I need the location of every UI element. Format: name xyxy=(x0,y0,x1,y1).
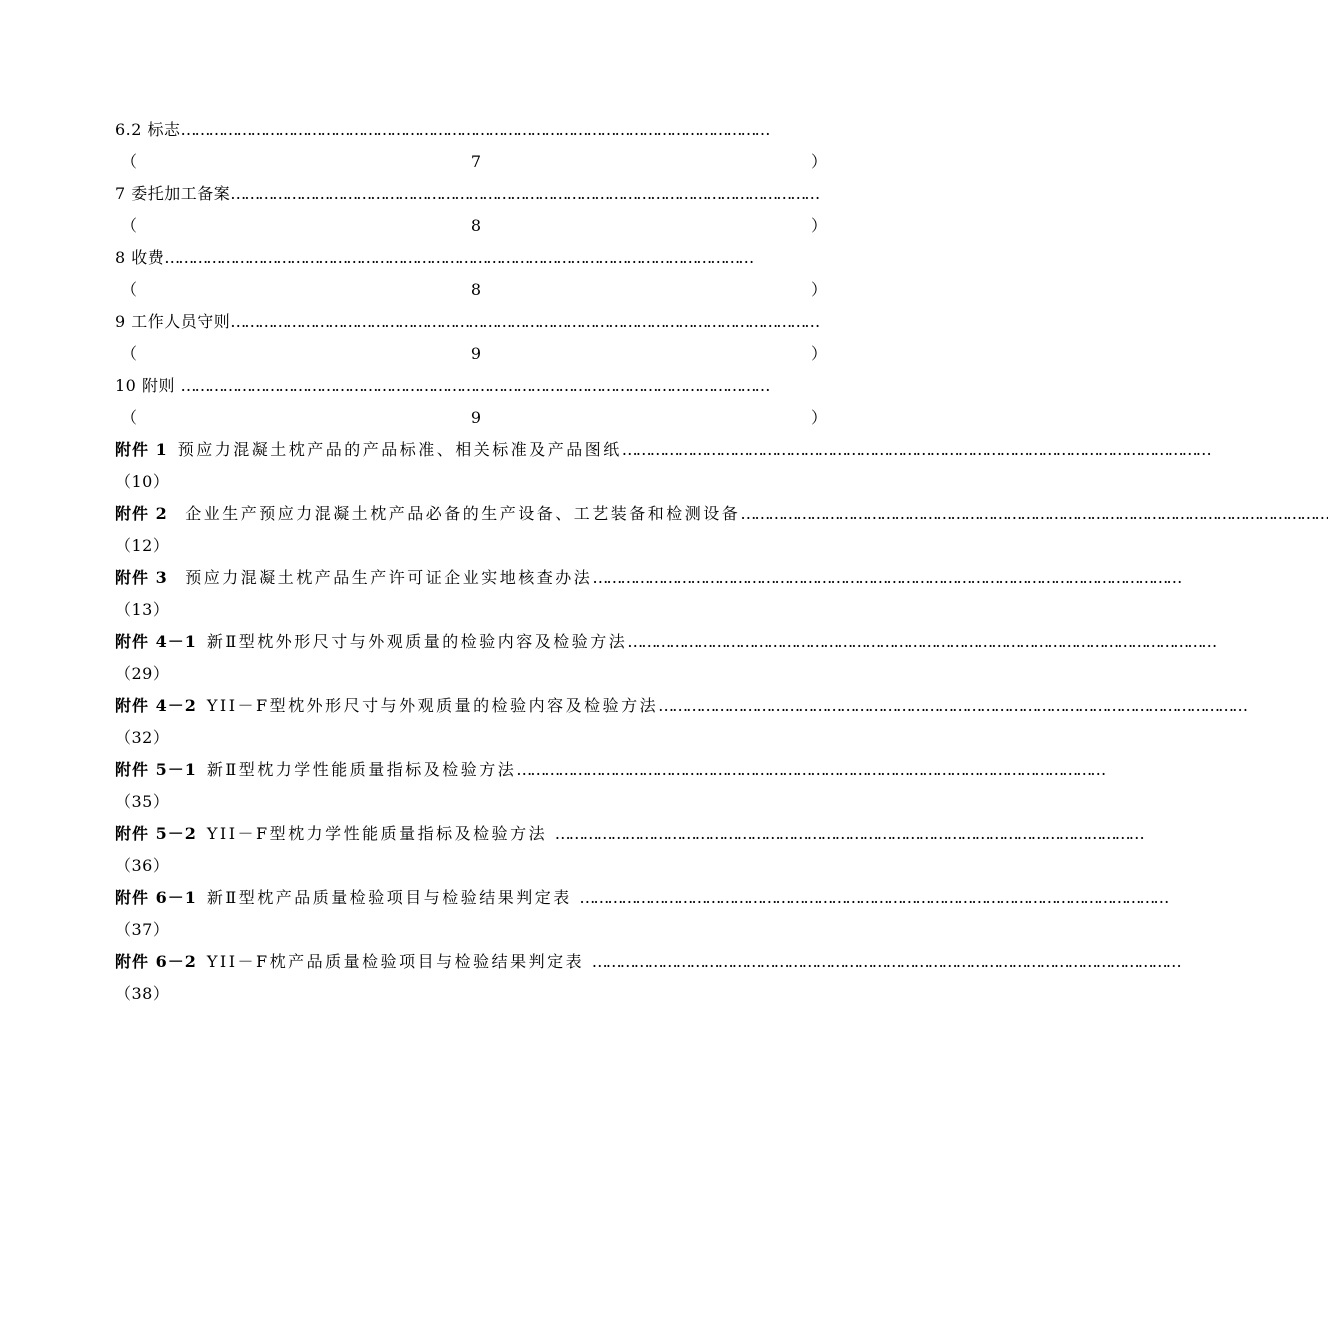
annex-title: 预应力混凝土枕产品的产品标准、相关标准及产品图纸 xyxy=(177,440,622,459)
toc-entry-10 xyxy=(115,370,837,402)
annex-page xyxy=(115,978,837,1010)
toc-annex-5-1 xyxy=(115,754,1105,786)
toc-entry-7 xyxy=(115,178,837,210)
annex-title: YII－F型枕外形尺寸与外观质量的检验内容及检验方法 xyxy=(206,696,659,715)
toc-entry-8 xyxy=(115,242,837,274)
annex-label: 附件 4－2 xyxy=(115,696,197,715)
annex-page xyxy=(115,722,837,754)
toc-entry-6-2 xyxy=(115,114,837,146)
toc-entry-page: （ 9 ） xyxy=(115,402,837,434)
toc-annex-5-2 xyxy=(115,818,1143,850)
annex-label: 附件 4－1 xyxy=(115,632,197,651)
dot-leader: ……………………………………………………………………………………………………………… xyxy=(180,376,769,395)
page-number: 9 xyxy=(470,344,482,363)
annex-page xyxy=(115,914,837,946)
toc-annex-6-1 xyxy=(115,882,1168,914)
annex-label: 附件 6－1 xyxy=(115,888,197,907)
page-number: （32） xyxy=(115,728,170,747)
toc-entry-title: 8 收费 xyxy=(115,248,165,267)
page-number: （38） xyxy=(115,984,170,1003)
toc-entry-title: 10 附则 xyxy=(115,376,181,395)
annex-page xyxy=(115,594,837,626)
annex-title: YII－F枕产品质量检验项目与检验结果判定表 xyxy=(206,952,592,971)
page-number: 7 xyxy=(470,152,482,171)
dot-leader: ……………………………………………………………………………………………………………… xyxy=(591,952,1180,971)
annex-page xyxy=(115,850,837,882)
dot-leader: ……………………………………………………………………………………………………………… xyxy=(592,568,1181,587)
page-number: （12） xyxy=(115,536,170,555)
annex-page xyxy=(115,530,837,562)
annex-title: 企业生产预应力混凝土枕产品必备的生产设备、工艺装备和检测设备 xyxy=(177,504,741,523)
annex-title: 新Ⅱ型枕外形尺寸与外观质量的检验内容及检验方法 xyxy=(206,632,628,651)
annex-title: 新Ⅱ型枕产品质量检验项目与检验结果判定表 xyxy=(206,888,580,907)
dot-leader: ……………………………………………………………………………………………………………… xyxy=(554,824,1143,843)
annex-page xyxy=(115,658,837,690)
annex-title: 新Ⅱ型枕力学性能质量指标及检验方法 xyxy=(206,760,517,779)
dot-leader: ……………………………………………………………………………………………………………… xyxy=(164,248,753,267)
page-number: （35） xyxy=(115,792,170,811)
table-of-contents xyxy=(115,114,1328,1010)
dot-leader: ……………………………………………………………………………………………………………… xyxy=(230,312,819,331)
toc-entry-title: 9 工作人员守则 xyxy=(115,312,231,331)
toc-entry-9 xyxy=(115,306,837,338)
page-number: （10） xyxy=(115,472,170,491)
toc-entry-title: 6.2 标志 xyxy=(115,120,181,139)
toc-annex-6-2 xyxy=(115,946,1180,978)
annex-page xyxy=(115,466,837,498)
annex-label: 附件 2 xyxy=(115,504,168,523)
annex-label: 附件 3 xyxy=(115,568,168,587)
annex-page xyxy=(115,786,837,818)
toc-entry-title: 7 委托加工备案 xyxy=(115,184,231,203)
toc-annex-3 xyxy=(115,562,1181,594)
annex-label: 附件 1 xyxy=(115,440,168,459)
dot-leader: ……………………………………………………………………………………………………………… xyxy=(740,504,1328,523)
annex-label: 附件 6－2 xyxy=(115,952,197,971)
annex-label: 附件 5－1 xyxy=(115,760,197,779)
toc-annex-4-2 xyxy=(115,690,1247,722)
toc-annex-2 xyxy=(115,498,1328,530)
page-number: （29） xyxy=(115,664,170,683)
toc-entry-page: （ 9 ） xyxy=(115,338,837,370)
annex-title: YII－F型枕力学性能质量指标及检验方法 xyxy=(206,824,555,843)
dot-leader: ……………………………………………………………………………………………………………… xyxy=(180,120,769,139)
page-number: （36） xyxy=(115,856,170,875)
dot-leader: ……………………………………………………………………………………………………………… xyxy=(516,760,1105,779)
toc-entry-page: （ 8 ） xyxy=(115,210,837,242)
toc-annex-1 xyxy=(115,434,1210,466)
annex-label: 附件 5－2 xyxy=(115,824,197,843)
dot-leader: ……………………………………………………………………………………………………………… xyxy=(621,440,1210,459)
page-number: （13） xyxy=(115,600,170,619)
page-number: 8 xyxy=(470,216,482,235)
toc-entry-page: （ 7 ） xyxy=(115,146,837,178)
page-number: 9 xyxy=(470,408,482,427)
dot-leader: ……………………………………………………………………………………………………………… xyxy=(230,184,819,203)
page-number: 8 xyxy=(470,280,482,299)
toc-entry-page: （ 8 ） xyxy=(115,274,837,306)
dot-leader: ……………………………………………………………………………………………………………… xyxy=(658,696,1247,715)
dot-leader: ……………………………………………………………………………………………………………… xyxy=(627,632,1216,651)
page-number: （37） xyxy=(115,920,170,939)
annex-title: 预应力混凝土枕产品生产许可证企业实地核查办法 xyxy=(177,568,593,587)
toc-annex-4-1 xyxy=(115,626,1216,658)
dot-leader: ……………………………………………………………………………………………………………… xyxy=(579,888,1168,907)
